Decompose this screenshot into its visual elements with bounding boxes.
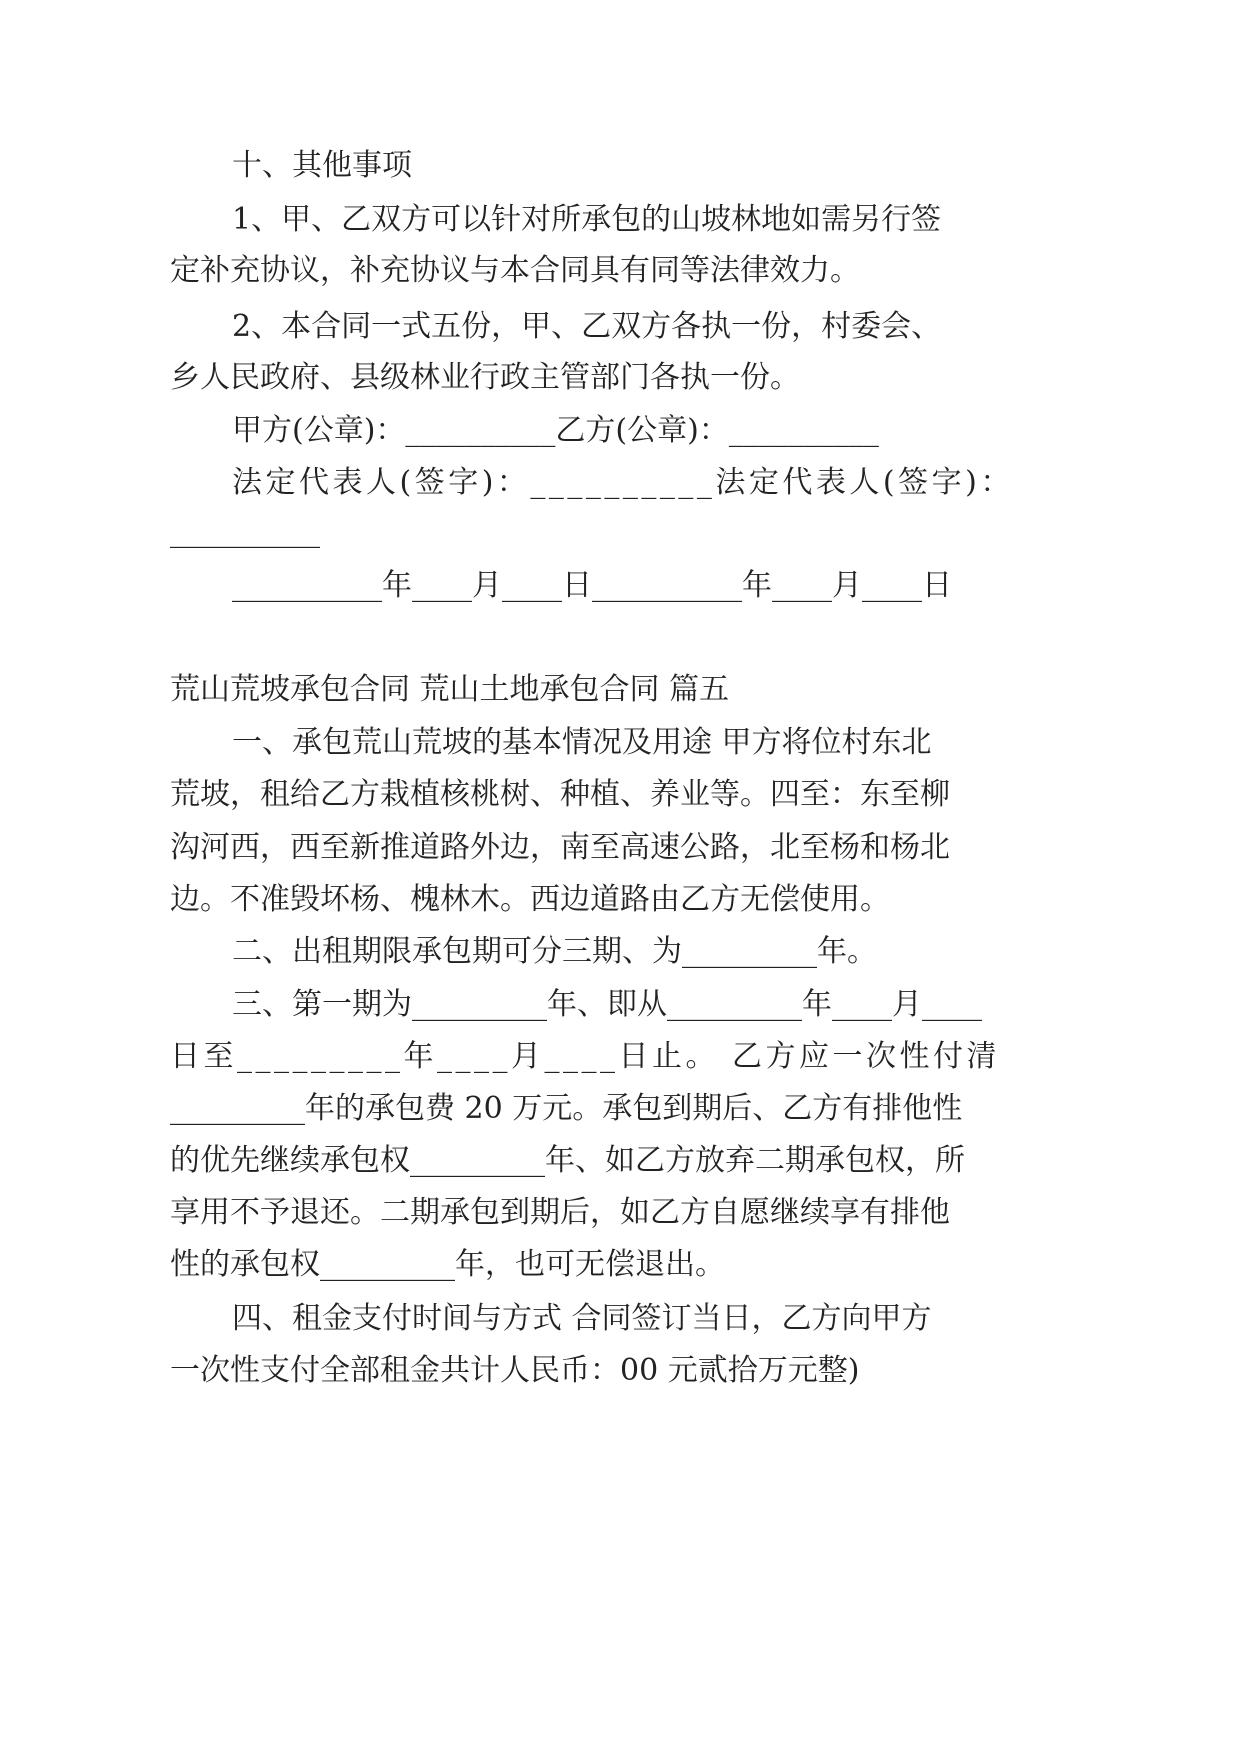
article-3-line-4: 的优先继续承包权_________年、如乙方放弃二期承包权，所 [170,1143,965,1178]
clause-2-line-1: 2、本合同一式五份，甲、乙双方各执一份，村委会、 [232,309,942,344]
legal-representative-line: 法定代表人(签字)：__________法定代表人(签字)： [232,465,1014,500]
section-title-part-five: 荒山荒坡承包合同 荒山土地承包合同 篇五 [170,672,730,707]
article-1-line-4: 边。不准毁坏杨、槐林木。西边道路由乙方无偿使用。 [170,882,890,917]
article-3-line-1: 三、第一期为_________年、即从_________年____月____ [232,987,982,1022]
article-4-line-2: 一次性支付全部租金共计人民币：00 元贰拾万元整) [170,1353,860,1388]
article-1-line-1: 一、承包荒山荒坡的基本情况及用途 甲方将位村东北 [232,725,932,760]
signature-blank: __________ [170,514,320,549]
article-1-line-3: 沟河西，西至新推道路外边，南至高速公路，北至杨和杨北 [170,830,950,865]
clause-1-line-1: 1、甲、乙双方可以针对所承包的山坡林地如需另行签 [232,202,942,237]
article-1-line-2: 荒坡，租给乙方栽植核桃树、种植、养业等。四至：东至柳 [170,777,950,812]
clause-2-line-2: 乡人民政府、县级林业行政主管部门各执一份。 [170,360,800,395]
article-2-line-1: 二、出租期限承包期可分三期、为_________年。 [232,934,877,969]
article-3-line-6: 性的承包权_________年，也可无偿退出。 [170,1247,725,1282]
article-3-line-2: 日至_________年____月____日止。 乙方应一次性付清 [170,1039,1001,1074]
date-line: __________年____月____日__________年____月____日 [232,568,952,603]
clause-1-line-2: 定补充协议，补充协议与本合同具有同等法律效力。 [170,253,860,288]
party-seal-line: 甲方(公章)：__________乙方(公章)：__________ [232,413,879,448]
article-4-line-1: 四、租金支付时间与方式 合同签订当日，乙方向甲方 [232,1301,932,1336]
section-heading-other-matters: 十、其他事项 [232,148,412,183]
article-3-line-3: _________年的承包费 20 万元。承包到期后、乙方有排他性 [170,1091,963,1126]
article-3-line-5: 享用不予退还。二期承包到期后，如乙方自愿继续享有排他 [170,1195,950,1230]
